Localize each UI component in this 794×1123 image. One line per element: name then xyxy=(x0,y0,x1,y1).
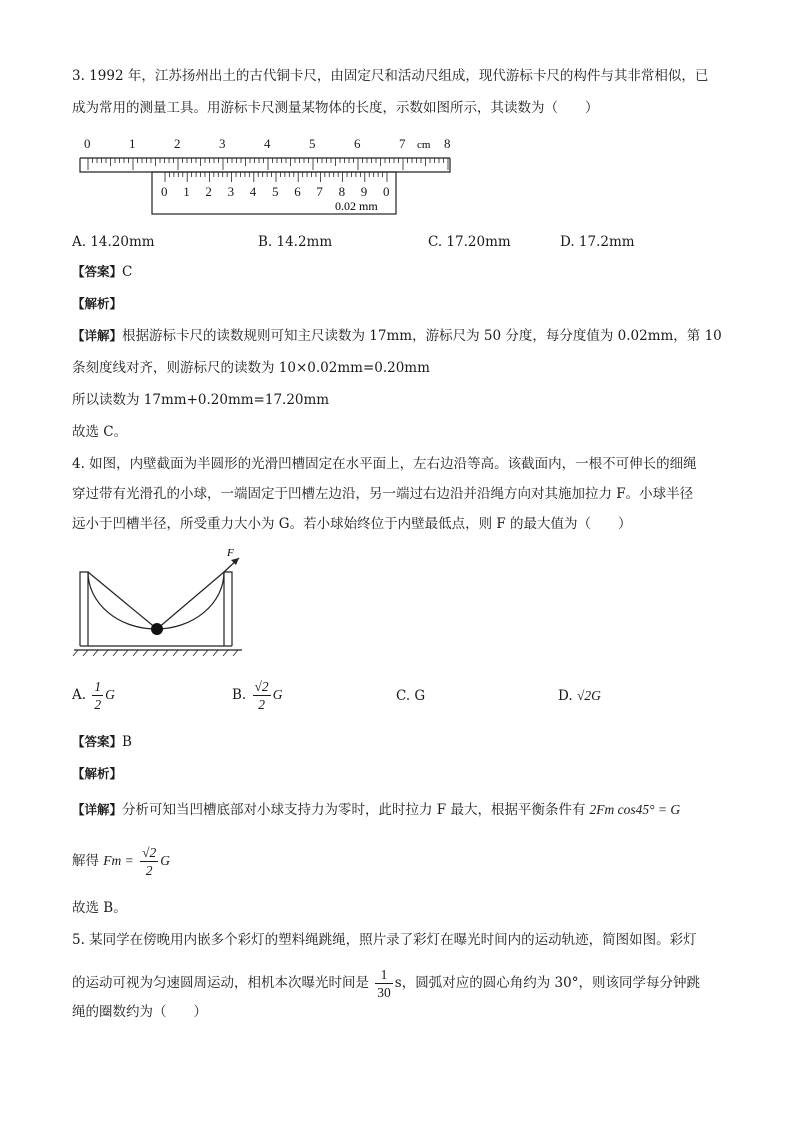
q4-stem-line-3: 远小于凹槽半径，所受重力大小为 G。若小球始终位于内壁最低点，则 F 的最大值为（ ） xyxy=(72,516,632,532)
main-scale-label: 7 xyxy=(399,136,406,151)
main-scale-label: 8 xyxy=(444,136,451,151)
q3-stem-line-1: 3. 1992 年，江苏扬州出土的古代铜卡尺，由固定尺和活动尺组成，现代游标卡尺的构件与其非常相似，已 xyxy=(72,68,709,84)
q3-stem-line-2: 成为常用的测量工具。用游标卡尺测量某物体的长度，示数如图所示，其读数为（ ） xyxy=(72,100,599,116)
detail-tag: 【详解】 xyxy=(72,328,123,343)
answer-tag: 【答案】 xyxy=(72,264,123,279)
q4-option-a[interactable]: A. $\frac{1}{2}$ G xyxy=(72,679,115,712)
vernier-scale-label: 0 xyxy=(383,184,390,199)
q4-solve: 解得 Fm = $\frac{√2}{2}$ G xyxy=(72,845,170,878)
q4-conclusion: 故选 B。 xyxy=(72,900,127,916)
q3-analysis-tag: 【解析】 xyxy=(72,296,123,311)
vernier-scale-label: 4 xyxy=(249,184,257,199)
q3-conclusion: 故选 C。 xyxy=(72,424,128,440)
q3-detail-line-1: 【详解】根据游标卡尺的读数规则可知主尺读数为 17mm，游标尺为 50 分度，每分度值为 0.02mm，第 10 xyxy=(72,328,722,344)
q4-analysis-tag: 【解析】 xyxy=(72,766,123,781)
vernier-scale-label: 9 xyxy=(360,184,368,199)
vernier-scale-label: 2 xyxy=(205,184,212,199)
unit-label: cm xyxy=(417,139,431,151)
q3-detail-line-2: 条刻度线对齐，则游标尺的读数为 10×0.02mm=0.20mm xyxy=(72,360,430,376)
q4-option-d[interactable]: D. √2G xyxy=(558,688,601,704)
force-label: F xyxy=(227,547,234,559)
vernier-scale-label: 6 xyxy=(294,184,301,199)
vernier-scale-label: 8 xyxy=(338,184,346,199)
q4-detail: 【详解】分析可知当凹槽底部对小球支持力为零时，此时拉力 F 最大，根据平衡条件有 2Fm cos45° = G xyxy=(72,802,681,818)
main-scale-label: 6 xyxy=(354,136,361,151)
groove-figure xyxy=(72,544,252,664)
q3-option-b[interactable]: B. 14.2mm xyxy=(258,234,333,250)
q4-stem-line-1: 4. 如图，内壁截面为半圆形的光滑凹槽固定在水平面上，左右边沿等高。该截面内，一根不可伸长的细绳 xyxy=(72,456,697,472)
q3-detail-line-3: 所以读数为 17mm+0.20mm=17.20mm xyxy=(72,392,330,408)
main-scale-label: 3 xyxy=(219,136,226,151)
vernier-scale-label: 0 xyxy=(161,184,168,199)
q3-option-a[interactable]: A. 14.20mm xyxy=(72,234,155,250)
main-scale-label: 0 xyxy=(84,136,91,151)
q3-answer xyxy=(72,262,722,282)
vernier-scale-label: 7 xyxy=(316,184,323,199)
q3-option-c[interactable]: C. 17.20mm xyxy=(428,234,511,250)
main-scale-label: 2 xyxy=(174,136,181,151)
vernier-scale-label: 3 xyxy=(227,184,235,199)
q5-stem-line-1: 5. 某同学在傍晚用内嵌多个彩灯的塑料绳跳绳，照片录了彩灯在曝光时间内的运动轨迹，简图如图。彩灯 xyxy=(72,932,697,948)
q5-stem-line-3: 绳的圈数约为（ ） xyxy=(72,1004,207,1020)
q4-stem-line-2: 穿过带有光滑孔的小球，一端固定于凹槽左边沿，另一端过右边沿并沿绳方向对其施加拉力 F。小球半径 xyxy=(72,486,694,502)
answer-value: C xyxy=(122,264,133,280)
q5-stem-line-2: 的运动可视为匀速圆周运动，相机本次曝光时间是 $\frac{1}{30}$ s，圆弧对应的圆心角约为 30°，则该同学每分钟跳 xyxy=(72,967,700,1000)
main-scale-label: 5 xyxy=(309,136,316,151)
q3-option-d[interactable]: D. 17.2mm xyxy=(560,234,635,250)
q4-option-c[interactable]: C. G xyxy=(396,688,426,704)
vernier-scale-label: 1 xyxy=(183,184,190,199)
main-scale-label: 1 xyxy=(129,136,136,151)
vernier-scale-label: 5 xyxy=(272,184,279,199)
vernier-caliper-figure xyxy=(72,130,472,220)
precision-label: 0.02 mm xyxy=(335,199,378,213)
q4-option-b[interactable]: B. $\frac{√2}{2}$ G xyxy=(232,679,283,712)
q4-answer: 【答案】B xyxy=(72,734,132,750)
main-scale-label: 4 xyxy=(264,136,271,151)
